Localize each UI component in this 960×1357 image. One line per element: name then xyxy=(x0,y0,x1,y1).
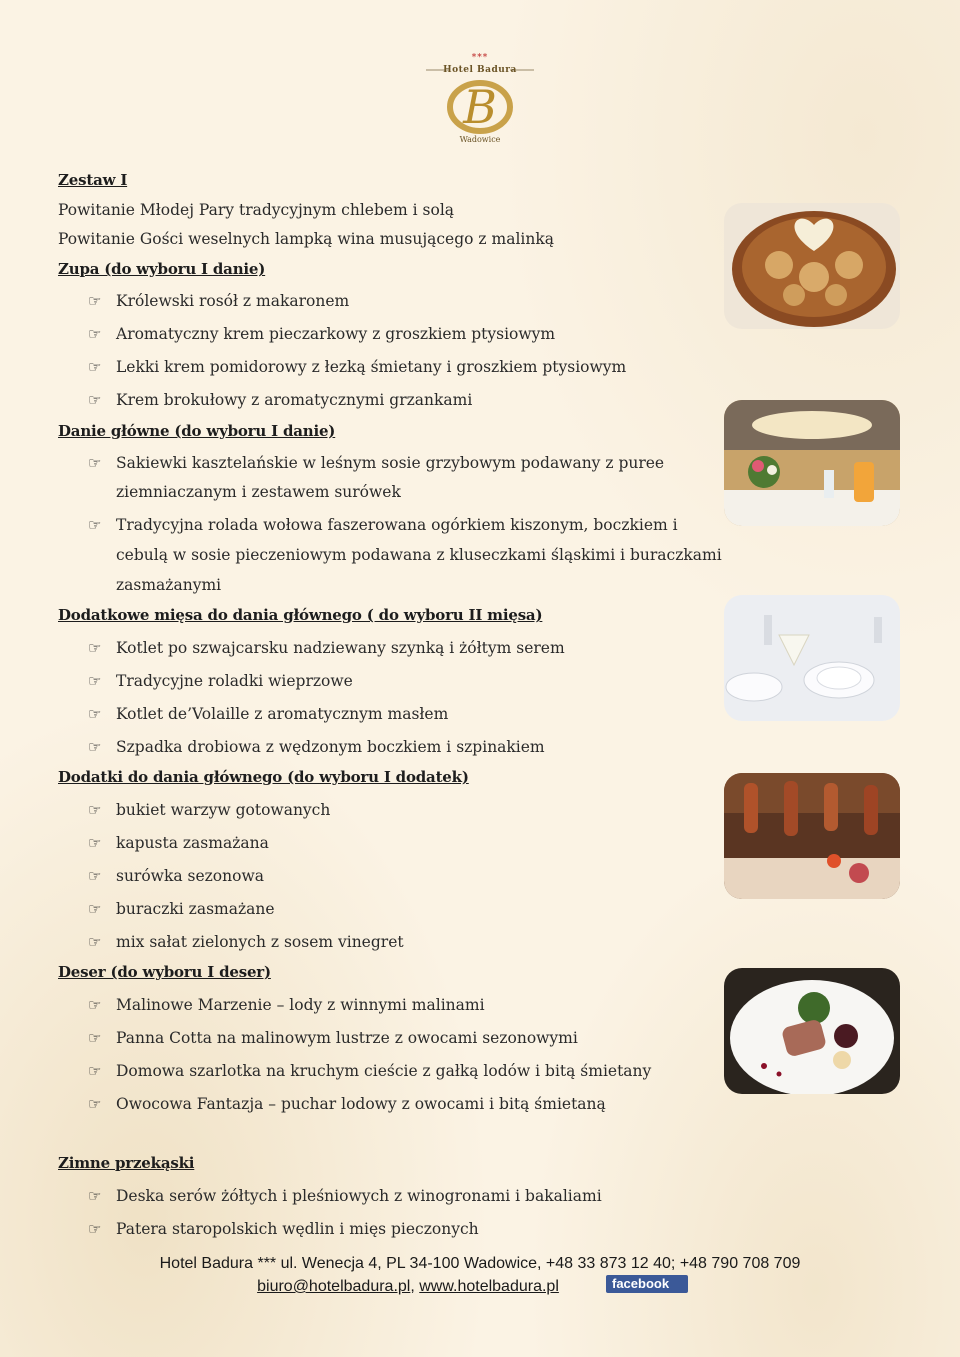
hand-pointing-icon: ☞ xyxy=(88,672,102,690)
item-continuation: cebulą w sosie pieczeniowym podawana z kluseczkami śląskimi i buraczkami xyxy=(116,546,722,564)
item-text: Królewski rosół z makaronem xyxy=(116,292,350,310)
hand-pointing-icon: ☞ xyxy=(88,933,102,951)
item-text: Patera staropolskich wędlin i mięs pieczonych xyxy=(116,1220,479,1238)
hand-pointing-icon: ☞ xyxy=(88,1095,102,1113)
list-item xyxy=(88,324,555,344)
hand-pointing-icon: ☞ xyxy=(88,900,102,918)
hand-pointing-icon: ☞ xyxy=(88,738,102,756)
list-item xyxy=(88,1094,606,1114)
item-text: Aromatyczny krem pieczarkowy z groszkiem ptysiowym xyxy=(116,325,556,343)
list-item xyxy=(88,357,626,377)
hand-pointing-icon: ☞ xyxy=(88,1220,102,1238)
cold-appetizers-heading: Zimne przekąski xyxy=(58,1154,195,1172)
hand-pointing-icon: ☞ xyxy=(88,516,102,534)
logo-stars: *** xyxy=(471,53,489,63)
item-continuation: ziemniaczanym i zestawem surówek xyxy=(116,483,401,501)
item-text: Kotlet po szwajcarsku nadziewany szynką i żółtym serem xyxy=(116,639,565,657)
list-item xyxy=(88,833,269,853)
extra-meat-heading: Dodatkowe mięsa do dania głównego ( do wyboru II mięsa) xyxy=(58,606,543,624)
bread-photo xyxy=(724,203,900,329)
hand-pointing-icon: ☞ xyxy=(88,325,102,343)
hand-pointing-icon: ☞ xyxy=(88,391,102,409)
hand-pointing-icon: ☞ xyxy=(88,1187,102,1205)
welcome-line-1: Powitanie Młodej Pary tradycyjnym chlebem i solą xyxy=(58,201,455,219)
item-text: mix sałat zielonych z sosem vinegret xyxy=(116,933,404,951)
hand-pointing-icon: ☞ xyxy=(88,358,102,376)
list-item xyxy=(88,899,275,919)
list-item xyxy=(88,932,404,952)
list-item xyxy=(88,995,485,1015)
logo-letter: B xyxy=(463,80,497,134)
hand-pointing-icon: ☞ xyxy=(88,996,102,1014)
hand-pointing-icon: ☞ xyxy=(88,834,102,852)
table-setting-photo xyxy=(724,595,900,721)
hand-pointing-icon: ☞ xyxy=(88,705,102,723)
list-item xyxy=(88,704,448,724)
item-text: kapusta zasmażana xyxy=(116,834,269,852)
list-item xyxy=(88,1219,479,1239)
list-item xyxy=(88,800,330,820)
list-item xyxy=(88,390,472,410)
list-item xyxy=(88,671,353,691)
item-text: Tradycyjna rolada wołowa faszerowana ogórkiem kiszonym, boczkiem i xyxy=(116,516,678,534)
list-item xyxy=(88,515,678,535)
item-text: Panna Cotta na malinowym lustrze z owocami sezonowymi xyxy=(116,1029,578,1047)
item-text: Kotlet de’Volaille z aromatycznym masłem xyxy=(116,705,449,723)
item-text: bukiet warzyw gotowanych xyxy=(116,801,331,819)
item-text: Domowa szarlotka na kruchym cieście z gałką lodów i bitą śmietany xyxy=(116,1062,652,1080)
link-separator: , xyxy=(410,1278,420,1295)
logo-city: Wadowice xyxy=(459,135,501,144)
item-text: Malinowe Marzenie – lody z winnymi malinami xyxy=(116,996,485,1014)
sides-heading: Dodatki do dania głównego (do wyboru I dodatek) xyxy=(58,768,469,786)
hand-pointing-icon: ☞ xyxy=(88,292,102,310)
hand-pointing-icon: ☞ xyxy=(88,801,102,819)
facebook-badge[interactable] xyxy=(606,1275,688,1293)
hall-photo xyxy=(724,400,900,526)
set-title: Zestaw I xyxy=(58,171,128,189)
facebook-label: facebook xyxy=(612,1276,670,1291)
list-item xyxy=(88,1061,651,1081)
item-text: Tradycyjne roladki wieprzowe xyxy=(116,672,353,690)
item-text: buraczki zasmażane xyxy=(116,900,275,918)
list-item xyxy=(88,1028,578,1048)
item-text: Krem brokułowy z aromatycznymi grzankami xyxy=(116,391,473,409)
list-item xyxy=(88,638,565,658)
email-link[interactable]: biuro@hotelbadura.pl xyxy=(257,1278,411,1295)
list-item xyxy=(88,453,664,473)
list-item xyxy=(88,737,545,757)
hand-pointing-icon: ☞ xyxy=(88,454,102,472)
welcome-line-2: Powitanie Gości weselnych lampką wina musującego z malinką xyxy=(58,230,554,248)
hand-pointing-icon: ☞ xyxy=(88,639,102,657)
dish-photo xyxy=(724,968,900,1094)
dessert-heading: Deser (do wyboru I deser) xyxy=(58,963,271,981)
hand-pointing-icon: ☞ xyxy=(88,1062,102,1080)
footer-links xyxy=(0,1278,888,1296)
main-course-heading: Danie główne (do wyboru I danie) xyxy=(58,422,336,440)
item-text: Szpadka drobiowa z wędzonym boczkiem i szpinakiem xyxy=(116,738,545,756)
item-text: surówka sezonowa xyxy=(116,867,264,885)
item-text: Deska serów żółtych i pleśniowych z winogronami i bakaliami xyxy=(116,1187,602,1205)
soup-heading: Zupa (do wyboru I danie) xyxy=(58,260,266,278)
logo-name: Hotel Badura xyxy=(443,65,517,75)
item-text: Owocowa Fantazja – puchar lodowy z owocami i bitą śmietaną xyxy=(116,1095,606,1113)
buffet-photo xyxy=(724,773,900,899)
hand-pointing-icon: ☞ xyxy=(88,867,102,885)
hotel-logo xyxy=(420,55,540,155)
website-link[interactable]: www.hotelbadura.pl xyxy=(419,1278,559,1295)
hand-pointing-icon: ☞ xyxy=(88,1029,102,1047)
list-item xyxy=(88,866,264,886)
list-item xyxy=(88,1186,602,1206)
item-text: Sakiewki kasztelańskie w leśnym sosie grzybowym podawany z puree xyxy=(116,454,665,472)
list-item xyxy=(88,291,349,311)
item-text: Lekki krem pomidorowy z łezką śmietany i groszkiem ptysiowym xyxy=(116,358,627,376)
item-continuation: zasmażanymi xyxy=(116,576,222,594)
footer-address: Hotel Badura *** ul. Wenecja 4, PL 34-100 Wadowice, +48 33 873 12 40; +48 790 708 709 xyxy=(159,1255,801,1272)
